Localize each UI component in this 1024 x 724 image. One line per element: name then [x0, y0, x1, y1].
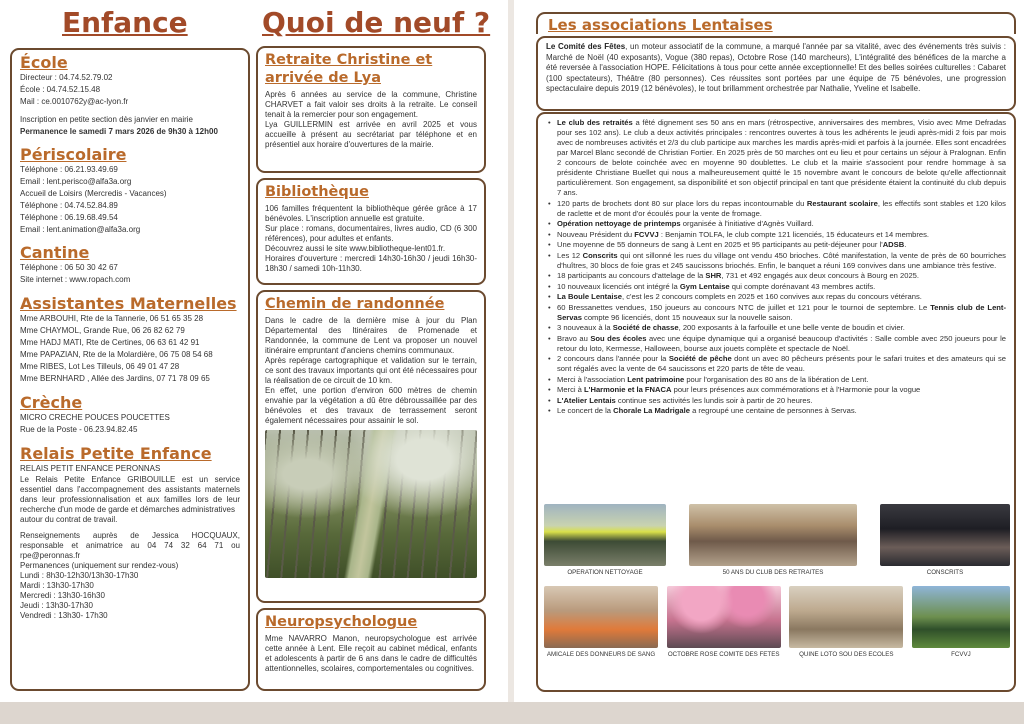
- list-item: • Les 12 Conscrits qui ont sillonné les rues du village ont vendu 450 brioches. Côté manifestation, la vente de près de 60 bourriches d'huîtres, 30 blocs de foie gras et 245 saucissons briochés. Enfin, le banquet a réuni 169 convives dans une ambiance très festive.: [548, 251, 1006, 271]
- assistante-line: Mme PAPAZIAN, Rte de la Molardière, 06 75 08 54 68: [20, 350, 213, 359]
- photos-row-1: [544, 504, 1010, 577]
- bibliotheque-p2: Sur place : romans, documentaires, livres audio, CD (6 300 références), pour adultes et enfants.: [265, 224, 477, 243]
- neuro-p1: Mme NAVARRO Manon, neuropsychologue est arrivée cette année à Lent. Elle reçoit au cabinet médical, enfants et adolescents à partir de 6 ans dans le cadre de difficultés attentionnelles, scolaires, comportementales ou cognitives.: [265, 634, 477, 673]
- relais-hours: Mercredi : 13h30-16h30: [20, 591, 105, 600]
- assistante-line: Mme RIBES, Lot Les Tilleuls, 06 49 01 47 28: [20, 362, 180, 371]
- list-item: • La Boule Lentaise, c'est les 2 concours complets en 2025 et 160 convives aux repas du concours vétérans.: [548, 292, 1006, 302]
- list-item: • 18 participants au concours d'attelage de la SHR, 731 et 492 engagés aux deux concours à Bourg en 2025.: [548, 271, 1006, 281]
- creche-line: Rue de la Poste - 06.23.94.82.45: [20, 425, 138, 434]
- relais-text-2: autour du contrat de travail.: [20, 515, 118, 524]
- photo-club-retraites: 50 ANS DU CLUB DES RETRAITES: [689, 504, 857, 577]
- assistante-line: Mme CHAYMOL, Grande Rue, 06 26 82 62 79: [20, 326, 185, 335]
- list-item: • 2 concours dans l'année pour la Société de pêche dont un avec 80 pêcheurs présents pour le safari truites et des amateurs qui se sont régalés avec la vente de 64 saucissons et 220 parts de tête de veau.: [548, 354, 1006, 374]
- quoi-de-neuf-title: Quoi de neuf ?: [262, 6, 491, 39]
- relais-hours: Mardi : 13h30-17h30: [20, 581, 94, 590]
- enfance-title: Enfance: [62, 6, 188, 39]
- periscolaire-line: Téléphone : 04.74.52.84.89: [20, 201, 118, 210]
- bibliotheque-box: [256, 178, 486, 285]
- periscolaire-line: Accueil de Loisirs (Mercredis - Vacances): [20, 189, 167, 198]
- periscolaire-line: Téléphone : 06.21.93.49.69: [20, 165, 118, 174]
- periscolaire-title: Périscolaire: [20, 145, 127, 164]
- bottom-band: [0, 702, 1024, 724]
- list-item: • Bravo au Sou des écoles avec une équipe dynamique qui a organisé beaucoup d'activités : Salle comble avec 250 joueurs pour le retour du loto, Kermesse, Halloween, bourse aux jouets complète et spectacle de Noël.: [548, 334, 1006, 354]
- relais-title: Relais Petite Enfance: [20, 444, 212, 463]
- cantine-line: Site internet : www.ropach.com: [20, 275, 131, 284]
- list-item: • Merci à L'Harmonie et la FNACA pour leurs présences aux commémorations et à l'Harmonie pour la vogue: [548, 385, 1006, 395]
- photo-quine-loto: QUINE LOTO SOU DES ECOLES: [789, 586, 903, 659]
- photos-row-2: [544, 586, 1010, 659]
- chemin-box: [256, 290, 486, 603]
- list-item: • Nouveau Président du FCVVJ : Benjamin TOLFA, le club compte 121 licenciés, 15 éducateurs et 14 membres.: [548, 230, 1006, 240]
- chemin-p3: En effet, une portion d'environ 600 mètres de chemin envahie par la végétation a dû être débroussaillée par des bénévoles et des travaux de terrassement seront également nécessaires pour assainir le sol.: [265, 386, 477, 425]
- ecole-inscription: Inscription en petite section dès janvier en mairie: [20, 115, 193, 124]
- relais-hours: Jeudi : 13h30-17h30: [20, 601, 93, 610]
- retraite-p2: Lya GUILLERMIN est arrivée en avril 2025 et vous accueille à présent au secrétariat par téléphone et en présentiel aux horaire d'ouvertures de la mairie.: [265, 120, 477, 149]
- assistante-line: Mme ARBOUHI, Rte de la Tannerie, 06 51 65 35 28: [20, 314, 204, 323]
- photo-fcvvj: FCVVJ: [912, 586, 1010, 659]
- assistante-line: Mme HADJ MATI, Rte de Certines, 06 63 61 42 91: [20, 338, 200, 347]
- associations-list-box: [536, 112, 1016, 692]
- associations-title: Les associations Lentaises: [548, 16, 773, 34]
- relais-hours: Lundi : 8h30-12h30/13h30-17h30: [20, 571, 139, 580]
- list-item: • Le concert de la Chorale La Madrigale a regroupé une centaine de personnes à Servas.: [548, 406, 1006, 416]
- list-item: • 60 Bressanettes vendues, 150 joueurs au concours NTC de juillet et 121 pour le tournoi de septembre. Le Tennis club de Lent-Servas compte 96 licenciés, dont 15 nouveaux sur la nouvelle saison.: [548, 303, 1006, 323]
- list-item: • 3 nouveaux à la Société de chasse, 200 exposants à la farfouille et une belle vente de boudin et civier.: [548, 323, 1006, 333]
- photo-octobre-rose: OCTOBRE ROSE COMITE DES FETES: [667, 586, 781, 659]
- associations-list: [548, 118, 1006, 416]
- bibliotheque-title: Bibliothèque: [265, 184, 369, 200]
- assistantes-title: Assistantes Maternelles: [20, 294, 237, 313]
- relais-subtitle: RELAIS PETIT ENFANCE PERONNAS: [20, 464, 161, 473]
- relais-hours: Permanences (uniquement sur rendez-vous): [20, 561, 179, 570]
- neuro-box: [256, 608, 486, 691]
- chemin-title: Chemin de randonnée: [265, 296, 445, 312]
- list-item: • L'Atelier Lentais continue ses activités les lundis soir à partir de 20 heures.: [548, 396, 1006, 406]
- photo-conscrits: CONSCRITS: [880, 504, 1010, 577]
- bibliotheque-p4: Horaires d'ouverture : mercredi 14h30-16h30 / jeudi 16h30-18h30 / samedi 10h-11h30.: [265, 254, 477, 273]
- list-item: • Le club des retraités a fêté dignement ses 50 ans en mars (rétrospective, anniversaires des membres, Visio avec Mme Defradas pour ses 102 ans). Le club a deux activités principales : rencontres ouvertes à tous les adhérents le jeudi après-midi 2 fois par mois avec de nombreuses activités et 2/3 du club participe aux marches les mardis après-midi et parfois à la journée. Elles sont encadrées par Marcel Blanc secondé de Christian Fortier. En 2025 près de 50 marches ont eu lieu et pour certains un séjour à Pralognan. Enfin 2 concours de belote coinchée avec en moyenne 90 doublettes. Le club et la mairie s'associent pour rendre hommage à sa présidente Christiane Buellet qui nous a malheureusement quitté le 15 novembre avant le concours de belote qu'elle affectionnait particulièrement. Son engagement, sa disponibilité et son objectif principal en tant que présidente étaient la continuité du club depuis 7 ans.: [548, 118, 1006, 198]
- comite-fetes-box: [536, 36, 1016, 111]
- hiking-path-photo: [265, 430, 477, 578]
- retraite-title: Retraite Christine et arrivée de Lya: [265, 52, 433, 86]
- retraite-p1: Après 6 années au service de la commune, Christine CHARVET a fait valoir ses droits à la retraite. Le conseil tenait à la remercier pour son engagement.: [265, 90, 477, 119]
- photo-donneurs-sang: AMICALE DES DONNEURS DE SANG: [544, 586, 658, 659]
- neuro-title: Neuropsychologue: [265, 614, 418, 630]
- associations-header: [536, 12, 1016, 34]
- ecole-permanence: Permanence le samedi 7 mars 2026 de 9h30 à 12h00: [20, 127, 218, 136]
- creche-line: MICRO CRECHE POUCES POUCETTES: [20, 413, 170, 422]
- assistante-line: Mme BERNHARD , Allée des Jardins, 07 71 78 09 65: [20, 374, 210, 383]
- comite-fetes-name: Le Comité des Fêtes: [546, 42, 626, 51]
- retraite-box: [256, 46, 486, 173]
- list-item: • 120 parts de brochets dont 80 sur place lors du repas incontournable du Restaurant scolaire, les effectifs sont stables et 120 kilos de raclette et de mont d'or écoulés pour la vente de fromage.: [548, 199, 1006, 219]
- list-item: • Opération nettoyage de printemps organisée à l'initiative d'Agnès Vuillard.: [548, 219, 1006, 229]
- chemin-p2: Après repérage cartographique et validation sur le terrain, ce sont des travaux importants qui ont été nécessaires pour la réalisation de ce circuit de 10 km.: [265, 356, 477, 385]
- cantine-title: Cantine: [20, 243, 90, 262]
- periscolaire-line: Email : lent.perisco@alfa3a.org: [20, 177, 132, 186]
- list-item: • 10 nouveaux licenciés ont intégré la Gym Lentaise qui compte dorénavant 43 membres actifs.: [548, 282, 1006, 292]
- ecole-line: École : 04.74.52.15.48: [20, 85, 101, 94]
- relais-hours: Vendredi : 13h30- 17h30: [20, 611, 108, 620]
- relais-contact: Renseignements auprès de Jessica HOCQUAUX, responsable et animatrice au 04 74 32 64 71 ou rpe@peronnas.fr: [20, 531, 240, 560]
- photo-nettoyage: OPERATION NETTOYAGE: [544, 504, 666, 577]
- creche-title: Crèche: [20, 393, 83, 412]
- bibliotheque-p1: 106 familles fréquentent la bibliothèque gérée grâce à 17 bénévoles. L'inscription annuelle est gratuite.: [265, 204, 477, 223]
- ecole-line: Directeur : 04.74.52.79.02: [20, 73, 113, 82]
- ecole-title: École: [20, 53, 68, 72]
- cantine-line: Téléphone : 06 50 30 42 67: [20, 263, 118, 272]
- periscolaire-line: Email : lent.animation@alfa3a.org: [20, 225, 141, 234]
- list-item: • Merci à l'association Lent patrimoine pour l'organisation des 80 ans de la libération de Lent.: [548, 375, 1006, 385]
- comite-fetes-text: Le Comité des Fêtes, un moteur associatif de la commune, a marqué l'année par sa vitalité, avec des événements très suivis : Marché de Noël (40 exposants), Vogue (380 repas), Octobre Rose (140 marcheurs), L'intégralité des bénéfices de la marche a été reversée à l'association HOPE. Félicitations à tous pour cette année exceptionnelle! Et des belles soirées culturelles : Cabaret (100 spectateurs), Théâtre (80 personnes). Ces réussites sont portées par une équipe de 75 bénévoles, une progression spectaculaire depuis 2019 (12 bénévoles), le tout brillamment orchestrée par Nathalie, Yveline et Isabelle.: [546, 42, 1006, 93]
- enfance-box: [10, 48, 250, 691]
- relais-text: Le Relais Petite Enfance GRIBOUILLE est un service essentiel dans l'accompagnement des assistants maternels dans leur professionnalisation et aux familles lors de leur recherche d'un mode de garde et démarches administratives: [20, 475, 240, 514]
- bibliotheque-p3: Découvrez aussi le site www.bibliotheque-lent01.fr.: [265, 244, 446, 253]
- periscolaire-line: Téléphone : 06.19.68.49.54: [20, 213, 118, 222]
- list-item: • Une moyenne de 55 donneurs de sang à Lent en 2025 et 95 participants au petit-déjeuner pour l'ADSB.: [548, 240, 1006, 250]
- ecole-line: Mail : ce.0010762y@ac-lyon.fr: [20, 97, 129, 106]
- chemin-p1: Dans le cadre de la dernière mise à jour du Plan Départemental des Itinéraires de Promenade et Randonnée, la commune de Lent va proposer un nouvel itinéraire empruntant d'anciens chemins communaux.: [265, 316, 477, 355]
